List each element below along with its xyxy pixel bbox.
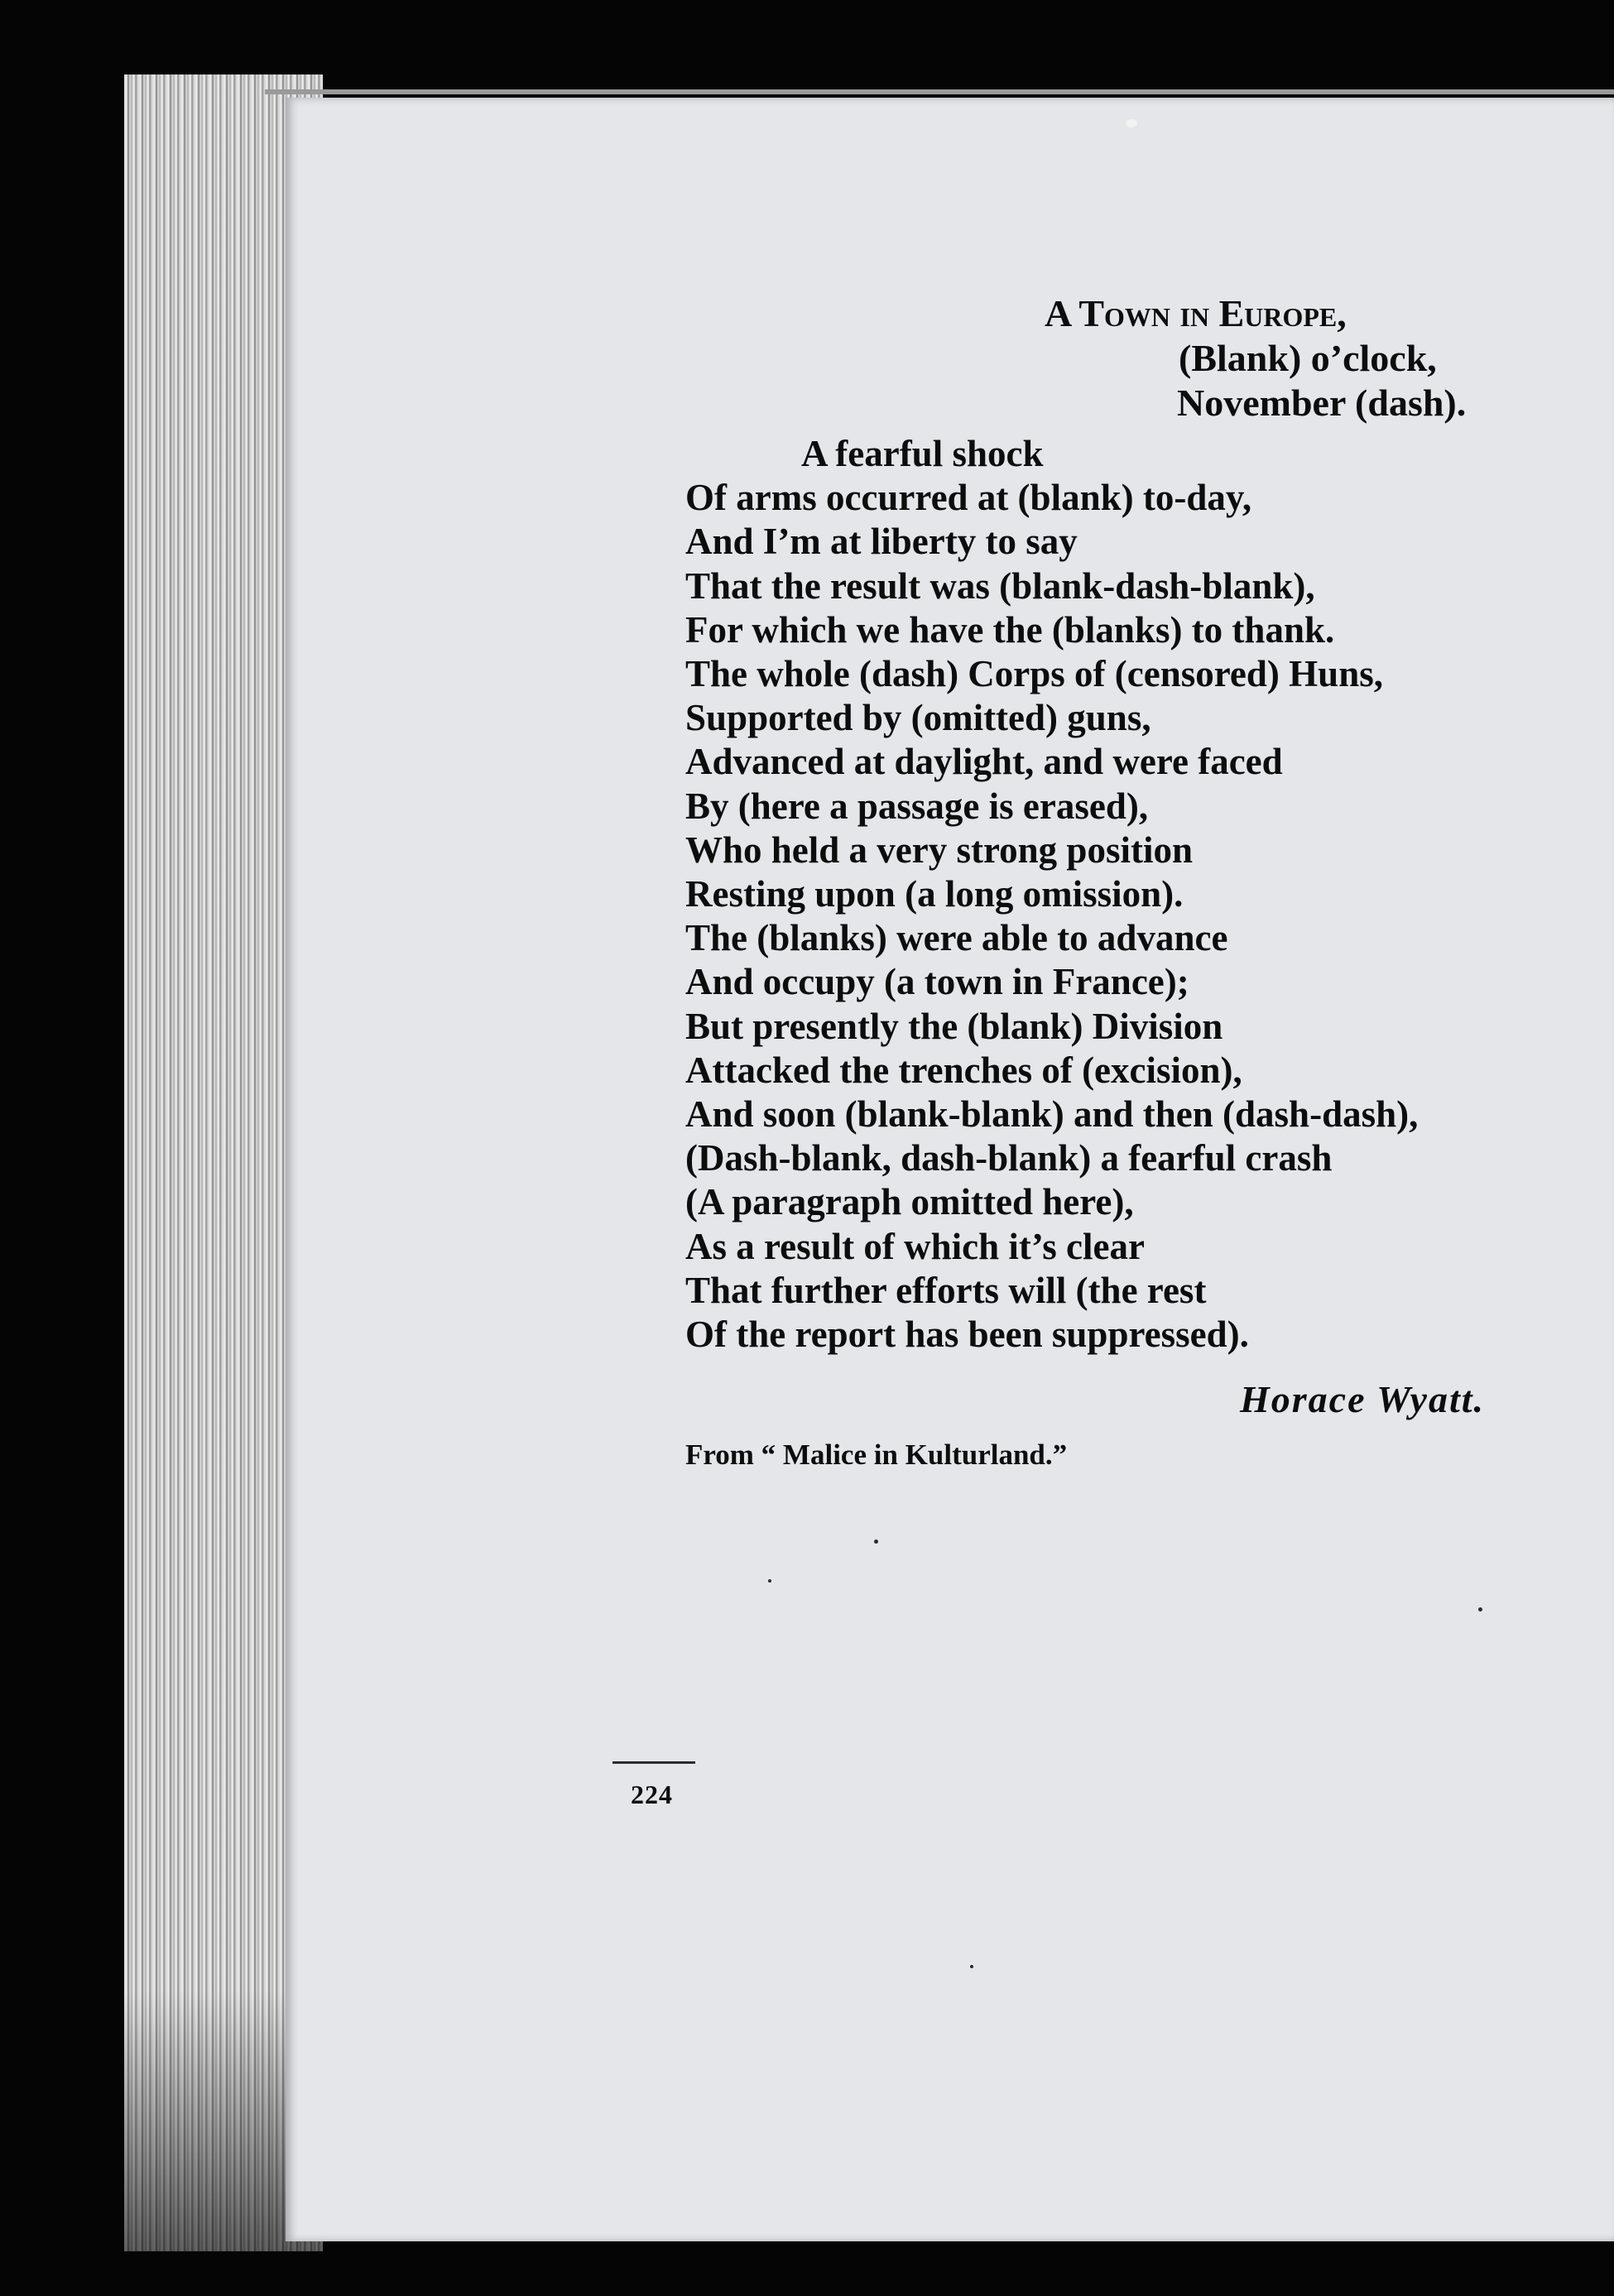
footer-rule xyxy=(612,1761,695,1764)
heading-date: November (dash). xyxy=(1177,382,1467,424)
scan-speck xyxy=(970,1965,973,1968)
poem-line: Of the report has been suppressed). xyxy=(685,1314,1249,1356)
poem-line: That further efforts will (the rest xyxy=(685,1269,1207,1311)
poem-line: For which we have the (blanks) to thank. xyxy=(685,608,1335,651)
poem-line: A fearful shock xyxy=(801,433,1044,474)
page-number: 224 xyxy=(631,1780,673,1809)
poem-line: The (blanks) were able to advance xyxy=(685,917,1228,959)
scan-speck xyxy=(768,1579,771,1583)
poem-line: The whole (dash) Corps of (censored) Huns, xyxy=(685,653,1383,695)
poem-line: Advanced at daylight, and were faced xyxy=(685,741,1283,783)
poem-line: Resting upon (a long omission). xyxy=(685,873,1184,915)
scan-speck xyxy=(1126,119,1137,127)
poem-body xyxy=(685,432,1418,1357)
poem-source: From “ Malice in Kulturland.” xyxy=(685,1439,1068,1471)
poem-line: By (here a passage is erased), xyxy=(685,785,1149,827)
poem-line: (A paragraph omitted here), xyxy=(685,1181,1134,1223)
heading-place: A Town in Europe, xyxy=(1045,292,1347,334)
poem-line: Of arms occurred at (blank) to-day, xyxy=(685,477,1252,519)
poem-line: But presently the (blank) Division xyxy=(685,1005,1223,1047)
poem-author: Horace Wyatt. xyxy=(1240,1378,1486,1420)
poem-line: As a result of which it’s clear xyxy=(685,1225,1145,1267)
poem-line: And soon (blank-blank) and then (dash-dash), xyxy=(685,1093,1419,1136)
poem-line: And occupy (a town in France); xyxy=(685,961,1189,1003)
page-top-edge xyxy=(265,89,1614,94)
poem-line: Attacked the trenches of (excision), xyxy=(685,1049,1242,1091)
heading-time: (Blank) o’clock, xyxy=(1179,337,1437,379)
poem-line: Supported by (omitted) guns, xyxy=(685,697,1151,739)
poem-line: (Dash-blank, dash-blank) a fearful crash xyxy=(685,1137,1333,1179)
poem-line: And I’m at liberty to say xyxy=(685,521,1078,563)
poem-line: That the result was (blank-dash-blank), xyxy=(685,564,1315,607)
scan-speck xyxy=(1478,1607,1482,1612)
poem-heading xyxy=(1045,291,1466,425)
scan-speck xyxy=(874,1539,878,1544)
poem-line: Who held a very strong position xyxy=(685,829,1193,871)
